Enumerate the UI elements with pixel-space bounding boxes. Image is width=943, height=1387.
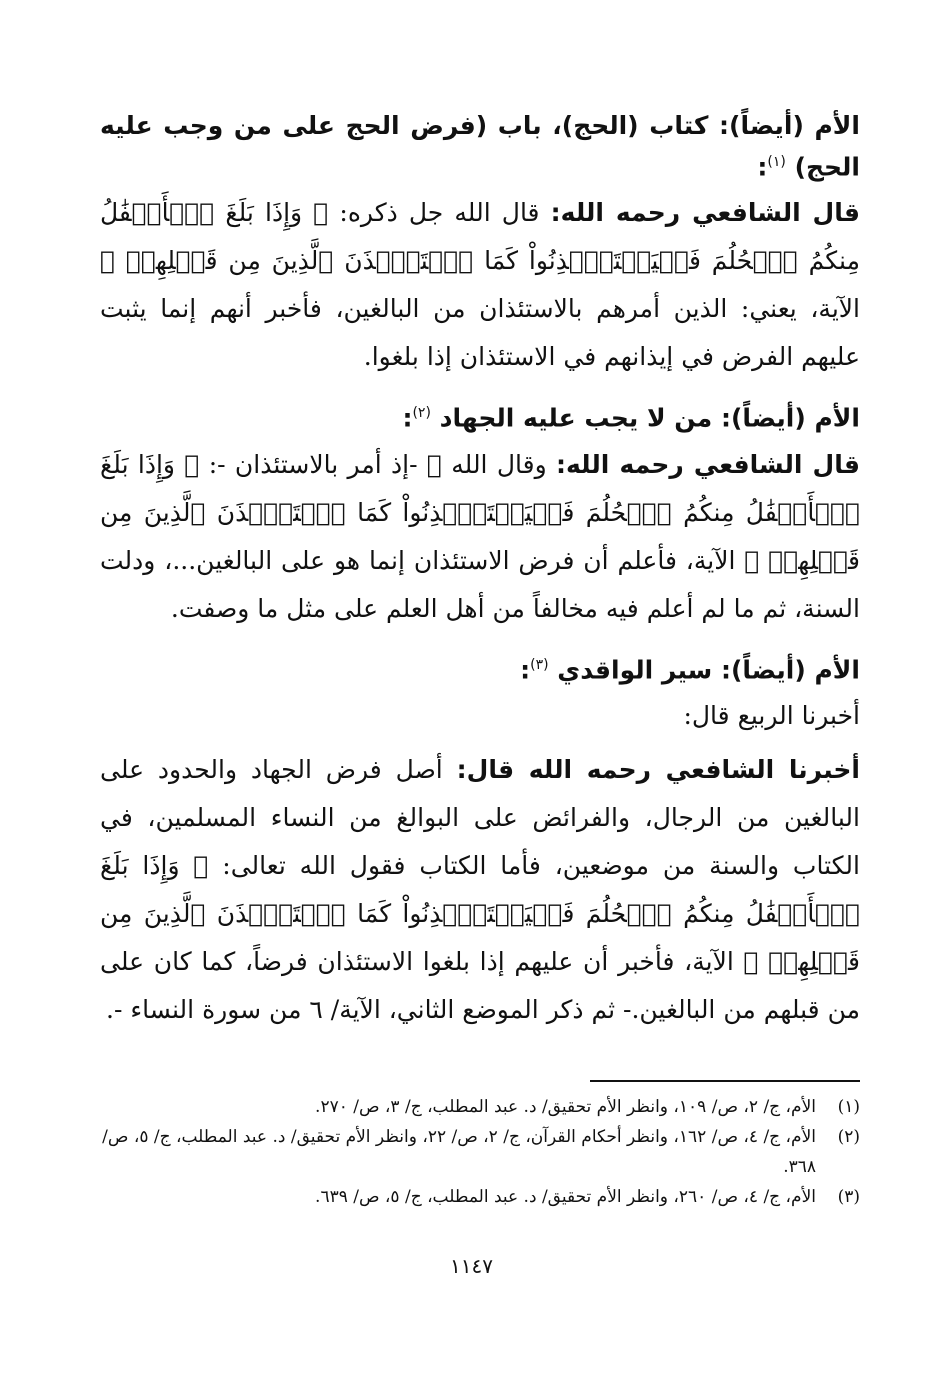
heading-colon: : xyxy=(402,403,413,433)
paragraph-text: وقال الله ﷻ -إذ أمر بالاستئذان -: ﴿ وَإِذَا بَلَغَ ٱلۡأَطۡفَٰلُ مِنكُمُ ٱلۡحُلُمَ فَلۡيَسۡتَـٔۡذِنُواْ كَمَا ٱسۡتَـٔۡذَنَ ٱلَّذِينَ مِن قَبۡلِهِمۡ ﴾ الآية، فأعلم أن فرض الاستئذان إنما هو على البالغين...، ودلت السنة، ثم ما لم أعلم فيه مخالفاً من أهل العلم على مثل ما وصفت. xyxy=(100,449,860,623)
page-body xyxy=(100,108,860,1048)
section-2 xyxy=(100,395,860,632)
paragraph-text: قال الله جل ذكره: ﴿ وَإِذَا بَلَغَ ٱلۡأَطۡفَٰلُ مِنكُمُ ٱلۡحُلُمَ فَلۡيَسۡتَـٔۡذِنُواْ كَمَا ٱسۡتَـٔۡذَنَ ٱلَّذِينَ مِن قَبۡلِهِمۡ ﴾ الآية، يعني: الذين أمرهم بالاستئذان من البالغين، فأخبر أنهم إنما يثبت عليهم الفرض في إيذانهم في الاستئذان إذا بلغوا. xyxy=(100,198,860,372)
section-3 xyxy=(100,647,860,1034)
footnote xyxy=(100,1092,860,1122)
footnote xyxy=(100,1122,860,1182)
footnote-number: (٢) xyxy=(837,1127,860,1147)
section-heading xyxy=(100,395,860,436)
footnote xyxy=(100,1182,860,1212)
paragraph xyxy=(100,692,860,740)
heading-colon: : xyxy=(757,152,768,182)
paragraph-text: أخبرنا الربيع قال: xyxy=(683,700,860,730)
footnote-text: الأم، ج/ ٤، ص/ ١٦٢، وانظر أحكام القرآن، ج/ ٢، ص/ ٢٢، وانظر الأم تحقيق/ د. عبد المطلب، ج/ ٥، ص/ ٣٦٨. xyxy=(102,1127,816,1177)
paragraph-text: أصل فرض الجهاد والحدود على البالغين من الرجال، والفرائض على البوالغ من النساء المسلمين، في الكتاب والسنة من موضعين، فأما الكتاب فقول الله تعالى: ﴿ وَإِذَا بَلَغَ ٱلۡأَطۡفَٰلُ مِنكُمُ ٱلۡحُلُمَ فَلۡيَسۡتَـٔۡذِنُواْ كَمَا ٱسۡتَـٔۡذَنَ ٱلَّذِينَ مِن قَبۡلِهِمۡ ﴾ الآية، فأخبر أن عليهم إذا بلغوا الاستئذان فرضاً، كما كان على من قبلهم من البالغين.- ثم ذكر الموضع الثاني، الآية/ ٦ من سورة النساء -. xyxy=(100,754,860,1024)
heading-text: الأم (أيضاً): من لا يجب عليه الجهاد xyxy=(439,403,860,433)
heading-text: الأم (أيضاً): كتاب (الحج)، باب (فرض الحج على من وجب عليه الحج) xyxy=(100,111,860,182)
footnote-number: (١) xyxy=(837,1097,860,1117)
paragraph-lead: قال الشافعي رحمه الله: xyxy=(556,449,860,479)
heading-text: الأم (أيضاً): سير الواقدي xyxy=(557,654,860,684)
paragraph xyxy=(100,441,860,633)
footnote-text: الأم، ج/ ٤، ص/ ٢٦٠، وانظر الأم تحقيق/ د. عبد المطلب، ج/ ٥، ص/ ٦٣٩. xyxy=(315,1187,816,1207)
page-number: ١١٤٧ xyxy=(450,1254,493,1278)
paragraph-lead: قال الشافعي رحمه الله: xyxy=(550,198,860,228)
footnote-ref[interactable]: (٣) xyxy=(530,656,549,673)
footnote-number: (٣) xyxy=(837,1187,860,1207)
paragraph-lead: أخبرنا الشافعي رحمه الله قال: xyxy=(456,754,861,784)
section-1 xyxy=(100,108,860,381)
heading-colon: : xyxy=(520,654,531,684)
paragraph xyxy=(100,189,860,381)
footnote-text: الأم، ج/ ٢، ص/ ١٠٩، وانظر الأم تحقيق/ د. عبد المطلب، ج/ ٣، ص/ ٢٧٠. xyxy=(315,1097,816,1117)
footnotes xyxy=(100,1092,860,1212)
footnote-ref[interactable]: (٢) xyxy=(412,405,431,422)
footnote-separator xyxy=(590,1080,860,1082)
footnote-ref[interactable]: (١) xyxy=(767,154,786,170)
section-heading xyxy=(100,108,860,185)
paragraph xyxy=(100,746,860,1034)
section-heading xyxy=(100,647,860,688)
